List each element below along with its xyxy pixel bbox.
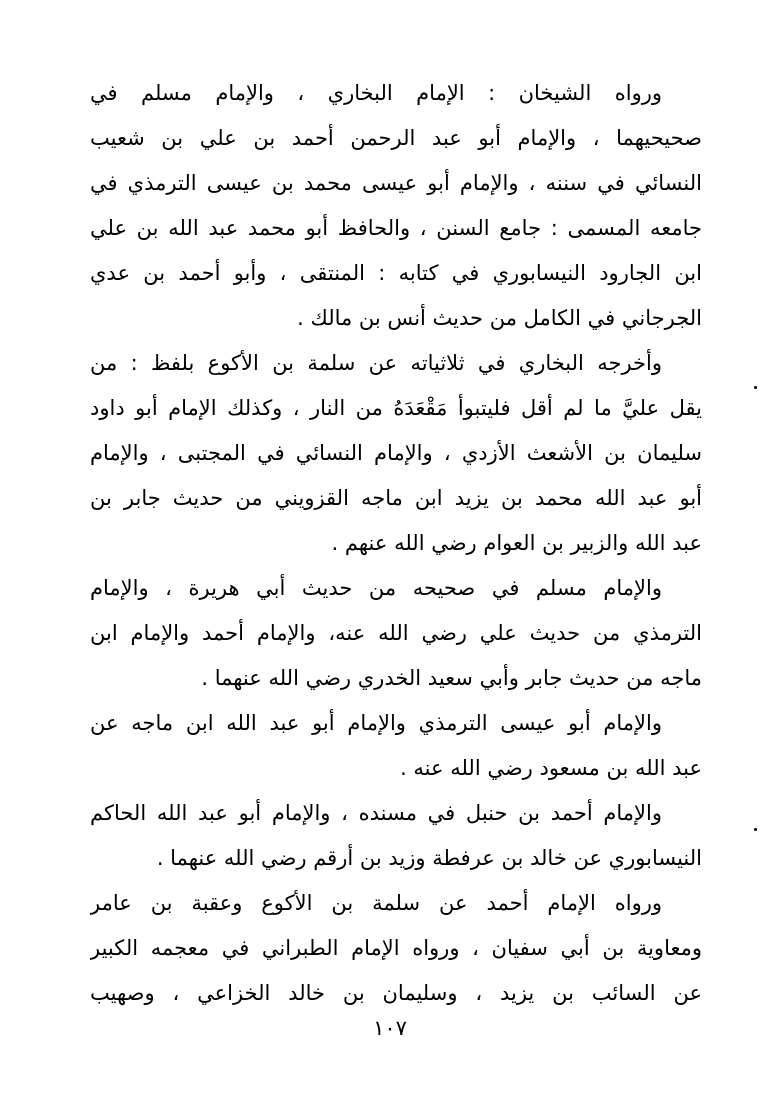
text-line: سليمان بن الأشعث الأزدي ، والإمام النسائي في المجتبى ، والإمام (90, 441, 702, 465)
text-line: وأخرجه البخاري في ثلاثياته عن سلمة بن الأكوع بلفظ : من (90, 351, 662, 375)
text-line: ابن الجارود النيسابوري في كتابه : المنتقى ، وأبو أحمد بن عدي (90, 261, 702, 285)
margin-dot (754, 386, 757, 389)
margin-dot (754, 828, 757, 831)
text-line: النسائي في سننه ، والإمام أبو عيسى محمد بن عيسى الترمذي في (90, 171, 702, 195)
text-line: والإمام أحمد بن حنبل في مسنده ، والإمام أبو عبد الله الحاكم (90, 801, 662, 825)
page-number: ١٠٧ (373, 1016, 407, 1040)
text-line: عن السائب بن يزيد ، وسليمان بن خالد الخزاعي ، وصهيب (90, 981, 702, 1005)
text-line: النيسابوري عن خالد بن عرفطة وزيد بن أرقم رضي الله عنهما . (156, 846, 702, 870)
text-line: عبد الله بن مسعود رضي الله عنه . (400, 756, 702, 780)
text-line: ورواه الإمام أحمد عن سلمة بن الأكوع وعقبة بن عامر (90, 891, 662, 915)
text-line: صحيحيهما ، والإمام أبو عبد الرحمن أحمد بن علي بن شعيب (90, 126, 702, 150)
text-line: جامعه المسمى : جامع السنن ، والحافظ أبو محمد عبد الله بن علي (90, 216, 702, 240)
text-line: ومعاوية بن أبي سفيان ، ورواه الإمام الطبراني في معجمه الكبير (90, 936, 702, 960)
text-line: يقل عليَّ ما لم أقل فليتبوأ مَقْعَدَهُ من النار ، وكذلك الإمام أبو داود (90, 396, 702, 420)
text-line: أبو عبد الله محمد بن يزيد ابن ماجه القزويني من حديث جابر بن (90, 486, 702, 510)
text-line: الجرجاني في الكامل من حديث أنس بن مالك . (297, 306, 702, 330)
text-line: والإمام أبو عيسى الترمذي والإمام أبو عبد الله ابن ماجه عن (90, 711, 662, 735)
text-line: الترمذي من حديث علي رضي الله عنه، والإمام أحمد والإمام ابن (90, 621, 702, 645)
text-line: ورواه الشيخان : الإمام البخاري ، والإمام مسلم في (90, 81, 662, 105)
text-line: عبد الله والزبير بن العوام رضي الله عنهم . (331, 531, 702, 555)
text-line: ماجه من حديث جابر وأبي سعيد الخدري رضي الله عنهما . (201, 666, 702, 690)
text-line: والإمام مسلم في صحيحه من حديث أبي هريرة ، والإمام (90, 576, 662, 600)
